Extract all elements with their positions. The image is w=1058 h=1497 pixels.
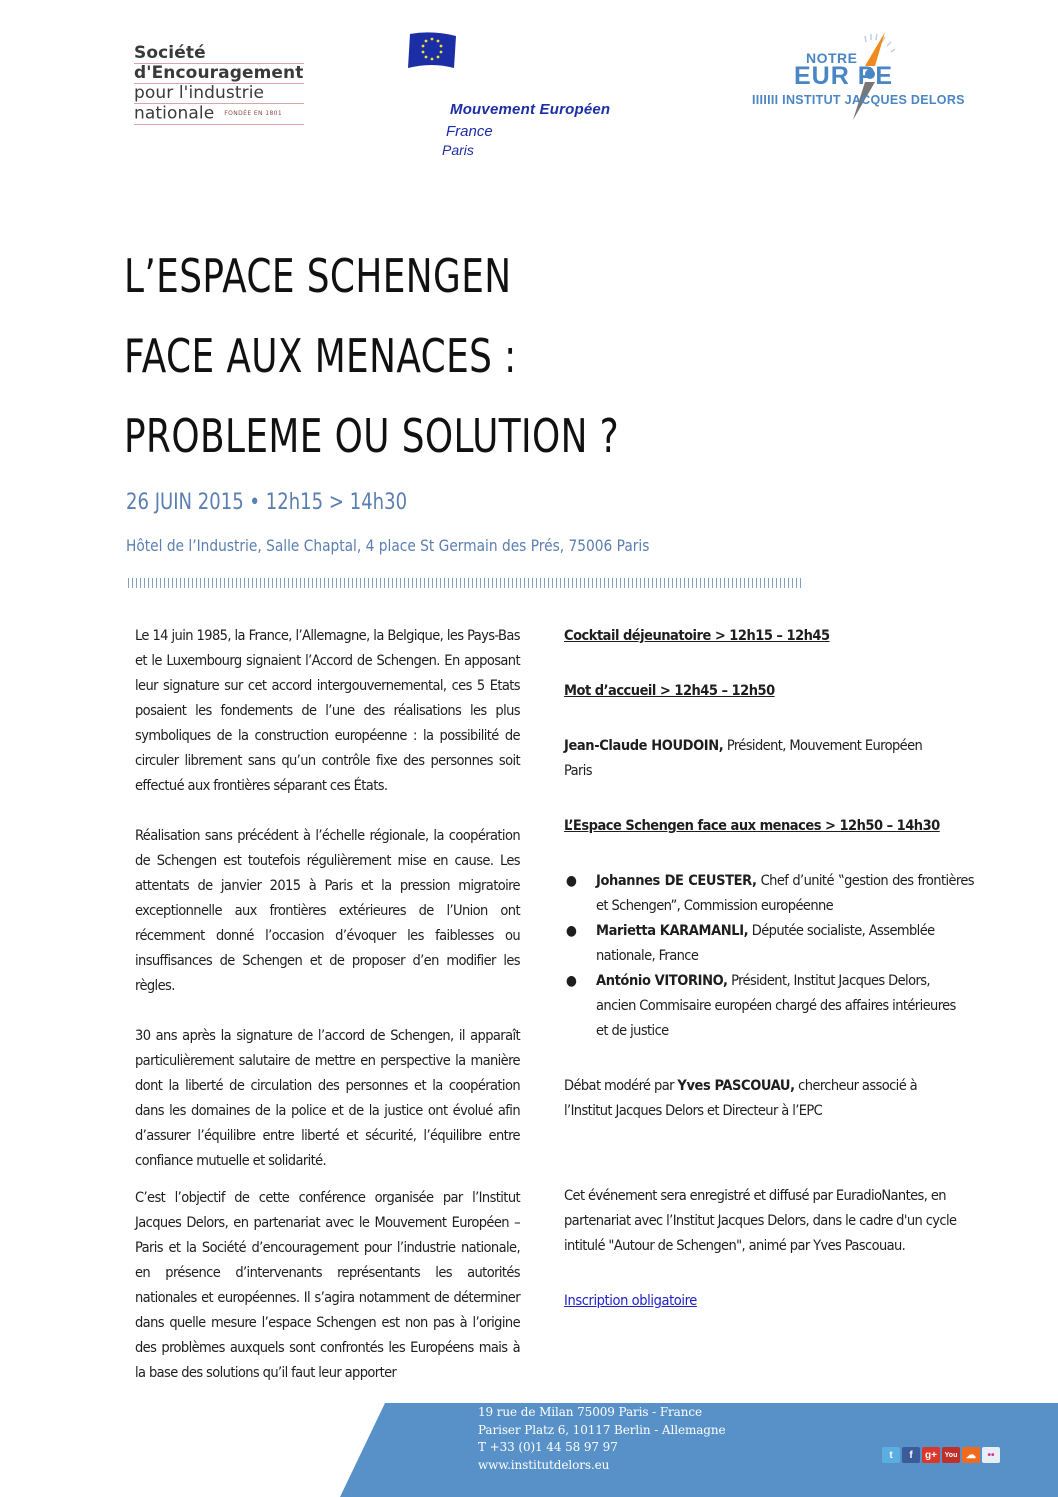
- speaker-role: Chef d’unité ‟gestion des frontières et Schengen”, Commission européenne: [596, 873, 974, 914]
- footer-address-paris: 19 rue de Milan 75009 Paris - France: [478, 1405, 702, 1419]
- welcome-speaker: [564, 734, 949, 784]
- sein-logo-line-4: [134, 104, 304, 125]
- footer-website-link[interactable]: www.institutdelors.eu: [478, 1457, 610, 1472]
- mouvement-europeen-paris: Paris: [442, 142, 474, 158]
- agenda-welcome-heading: Mot d’accueil > 12h45 – 12h50: [564, 683, 775, 699]
- intro-paragraph-3: 30 ans après la signature de l’accord de Schengen, il apparaît particulièrement salutaire de mettre en perspective la manière dont la liberté de circulation des personnes et la coopération dans les domaines de la police et de la justice ont évolué afin d’assurer l’équilibre entre liberté et sécurité, l’équilibre entre confiance mutuelle et solidarité.: [135, 1028, 520, 1169]
- tick-separator: [128, 578, 801, 588]
- sein-logo-line-2: d'Encouragement: [134, 63, 304, 83]
- footer-phone: T +33 (0)1 44 58 97 97: [478, 1440, 618, 1454]
- sein-founded-label: FONDÉE EN 1801: [224, 110, 283, 117]
- mouvement-europeen-logo: [402, 30, 672, 158]
- eu-flag-icon: [406, 32, 458, 70]
- bullet-icon: ●: [566, 873, 577, 889]
- sein-logo-nationale: nationale: [134, 103, 215, 124]
- speaker-name: Jean-Claude HOUDOIN,: [564, 738, 724, 754]
- sein-logo-line-3: pour l'industrie: [134, 84, 304, 104]
- mouvement-europeen-france: France: [446, 123, 493, 140]
- moderator: [564, 1074, 944, 1124]
- speaker-list-item: [564, 969, 956, 1044]
- speaker-list-item: [564, 869, 974, 919]
- speaker-role: Députée socialiste, Assemblée nationale, France: [596, 923, 935, 964]
- speaker-list: [564, 869, 974, 1044]
- flickr-icon[interactable]: ••: [982, 1447, 1000, 1463]
- program-column: [564, 624, 974, 1314]
- speaker-role: Président, Mouvement Européen Paris: [564, 738, 923, 779]
- moderator-role: chercheur associé à l’Institut Jacques Delors et Directeur à l’EPC: [564, 1078, 918, 1119]
- registration-link[interactable]: Inscription obligatoire: [564, 1293, 697, 1309]
- twitter-icon[interactable]: t: [882, 1447, 900, 1463]
- agenda-panel-heading: L’Espace Schengen face aux menaces > 12h50 – 14h30: [564, 818, 940, 834]
- soundcloud-icon[interactable]: ☁: [962, 1447, 980, 1463]
- mouvement-europeen-title: Mouvement Européen: [450, 101, 611, 118]
- footer-address-berlin: Pariser Platz 6, 10117 Berlin - Allemagne: [478, 1422, 726, 1437]
- event-venue: Hôtel de l’Industrie, Salle Chaptal, 4 place St Germain des Prés, 75006 Paris: [126, 536, 650, 555]
- social-icons: [882, 1447, 1000, 1463]
- youtube-icon[interactable]: You: [942, 1447, 960, 1463]
- intro-paragraph-1: Le 14 juin 1985, la France, l’Allemagne, la Belgique, les Pays-Bas et le Luxembourg signaient l’Accord de Schengen. En apposant leur signature sur cet accord intergouvernemental, ces 5 Etats posaient les fondements de l’une des réalisations les plus symboliques de la construction européenne : la possibilité de circuler librement sans qu’un contrôle fixe des personnes soit effectué aux frontières séparant ces États.: [135, 628, 520, 794]
- broadcast-note: Cet événement sera enregistré et diffusé par EuradioNantes, en partenariat avec l’Institut Jacques Delors, dans le cadre d'un cycle intitulé "Autour de Schengen", animé par Yves Pascouau.: [564, 1188, 957, 1254]
- facebook-icon[interactable]: f: [902, 1447, 920, 1463]
- intro-column: [135, 624, 520, 1411]
- bullet-icon: ●: [566, 973, 577, 989]
- title-line-2: FACE AUX MENACES :: [124, 329, 517, 383]
- notre-europe-institut-text: IIIIIII INSTITUT JACQUES DELORS: [752, 93, 965, 107]
- title-line-3: PROBLEME OU SOLUTION ?: [124, 409, 620, 463]
- sein-logo-line-1: Société: [134, 44, 304, 64]
- notre-europe-top-text: NOTRE: [806, 50, 858, 66]
- event-date: 26 JUIN 2015 • 12h15 > 14h30: [126, 490, 408, 515]
- footer-contact: [478, 1404, 725, 1474]
- notre-europe-logo: [750, 28, 980, 123]
- speaker-name: Johannes DE CEUSTER,: [596, 873, 757, 889]
- title-line-1: L’ESPACE SCHENGEN: [124, 249, 512, 303]
- moderator-name: Yves PASCOUAU,: [677, 1078, 795, 1094]
- moderator-prefix: Débat modéré par: [564, 1078, 678, 1094]
- sein-logo: [134, 44, 304, 125]
- intro-paragraph-4: C’est l’objectif de cette conférence organisée par l’Institut Jacques Delors, en partenariat avec le Mouvement Européen – Paris et la Société d’encouragement pour l’industrie nationale, en présence d’intervenants représentants les autorités nationales et européennes. Il s’agira notamment de déterminer dans quelle mesure l’espace Schengen est non pas à l’origine des problèmes auxquels sont confrontés les Européens mais à la base des solutions qu’il faut leur apporter: [135, 1190, 520, 1381]
- speaker-role: Président, Institut Jacques Delors, ancien Commisaire européen chargé des affaires intérieures et de justice: [596, 973, 956, 1039]
- speaker-list-item: [564, 919, 974, 969]
- agenda-cocktail-heading: Cocktail déjeunatoire > 12h15 – 12h45: [564, 628, 830, 644]
- speaker-name: António VITORINO,: [596, 973, 728, 989]
- google-plus-icon[interactable]: g+: [922, 1447, 940, 1463]
- page-title: [124, 236, 759, 476]
- notre-europe-main-text: EUR PE: [794, 62, 894, 90]
- bullet-icon: ●: [566, 923, 577, 939]
- speaker-name: Marietta KARAMANLI,: [596, 923, 749, 939]
- intro-paragraph-2: Réalisation sans précédent à l’échelle régionale, la coopération de Schengen est toutefois régulièrement mise en cause. Les attentats de janvier 2015 à Paris et la pression migratoire exceptionnelle aux frontières extérieures de l’Union ont récemment donné l’occasion d’évoquer les faiblesses ou insuffisances de Schengen et de proposer d’en modifier les règles.: [135, 828, 520, 994]
